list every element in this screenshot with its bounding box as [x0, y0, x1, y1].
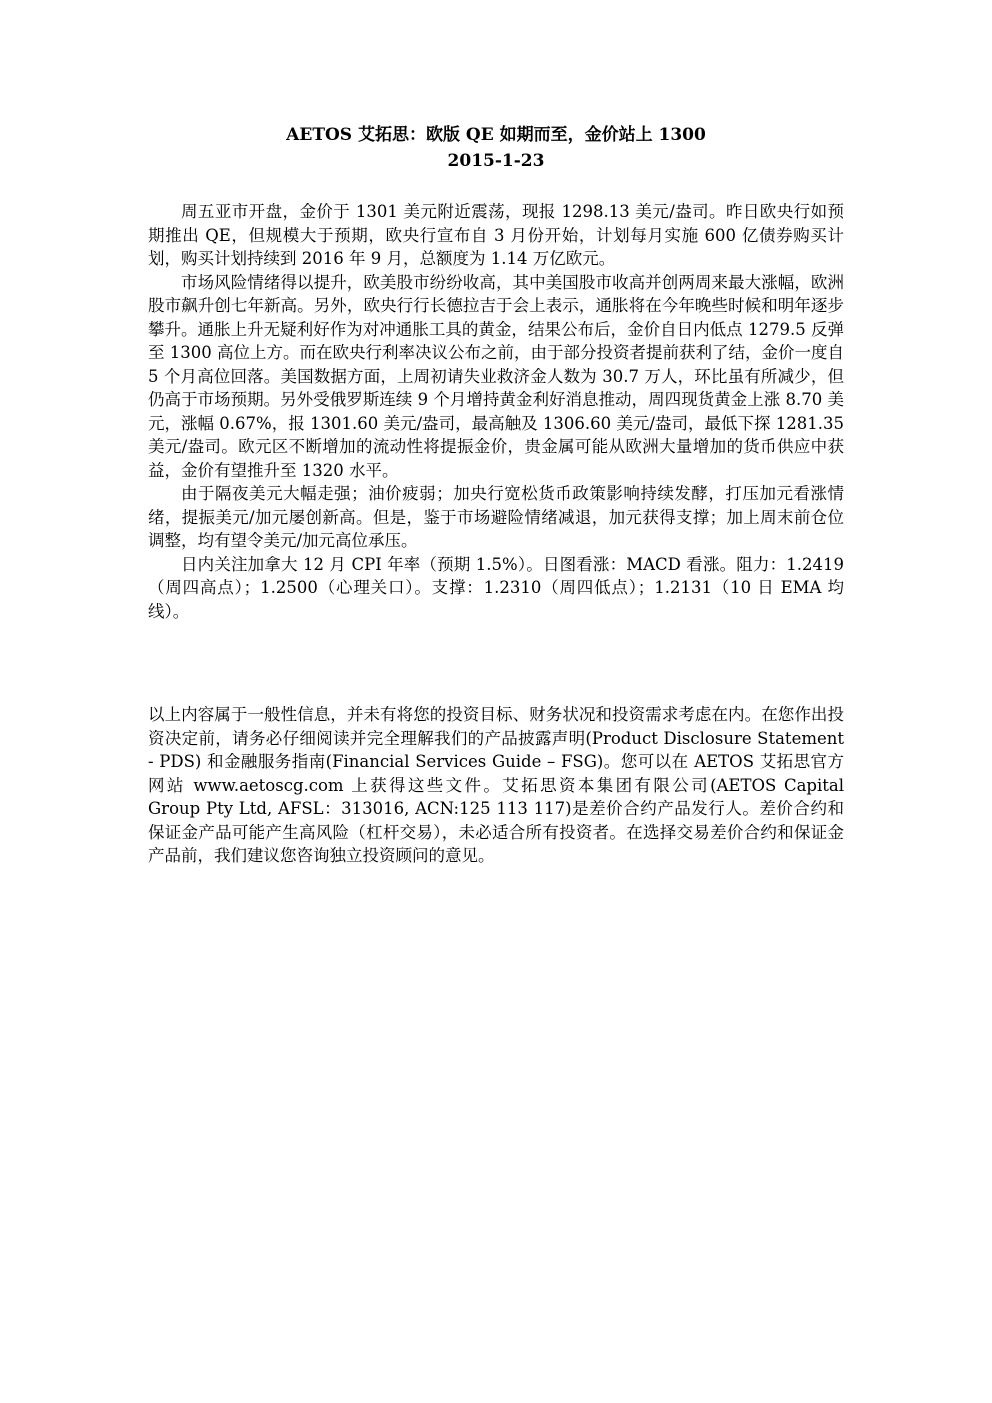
document-title: AETOS 艾拓思：欧版 QE 如期而至，金价站上 1300 — [286, 125, 706, 145]
paragraph-1: 周五亚市开盘，金价于 1301 美元附近震荡，现报 1298.13 美元/盎司。昨日欧央行如预期推出 QE，但规模大于预期，欧央行宣布自 3 月份开始，计划每月实施 600 亿债券购买计划，购买计划持续到 2016 年 9 月，总额度为 1.14 万亿欧元。 — [148, 202, 844, 268]
paragraph-4: 日内关注加拿大 12 月 CPI 年率（预期 1.5%）。日图看涨：MACD 看涨。阻力：1.2419（周四高点）；1.2500（心理关口）。支撑：1.2310（周四低点）；1.2131（10 日 EMA 均线）。 — [148, 554, 844, 621]
paragraph-2: 市场风险情绪得以提升，欧美股市纷纷收高，其中美国股市收高并创两周来最大涨幅，欧洲股市飙升创七年新高。另外，欧央行行长德拉吉于会上表示，通胀将在今年晚些时候和明年逐步攀升。通胀上升无疑利好作为对冲通胀工具的黄金，结果公布后，金价自日内低点 1279.5 反弹至 1300 高位上方。而在欧央行利率决议公布之前，由于部分投资者提前获利了结，金价一度自 5 个月高位回落。美国数据方面，上周初请失业救济金人数为 30.7 万人，环比虽有所减少，但仍高于市场预期。另外受俄罗斯连续 9 个月增持黄金利好消息推动，周四现货黄金上涨 8.70 美元，涨幅 0.67%，报 1301.60 美元/盎司，最高触及 1306.60 美元/盎司，最低下探 1281.35 美元/盎司。欧元区不断增加的流动性将提振金价，贵金属可能从欧洲大量增加的货币供应中获益，金价有望推升至 1320 水平。 — [148, 272, 844, 480]
document-date: 2015-1-23 — [447, 151, 545, 171]
title-block — [148, 122, 844, 174]
document-page — [148, 122, 844, 868]
disclaimer-text: 以上内容属于一般性信息，并未有将您的投资目标、财务状况和投资需求考虑在内。在您作出投资决定前，请务必仔细阅读并完全理解我们的产品披露声明(Product Disclosure Statement - PDS) 和金融服务指南(Financial Services Guide – FSG)。您可以在 AETOS 艾拓思官方网站 www.aetoscg.com 上获得这些文件。艾拓思资本集团有限公司(AETOS Capital Group Pty Ltd, AFSL：313016, ACN:125 113 117)是差价合约产品发行人。差价合约和保证金产品可能产生高风险（杠杆交易），未必适合所有投资者。在选择交易差价合约和保证金产品前，我们建议您咨询独立投资顾问的意见。 — [148, 705, 844, 865]
paragraph-3: 由于隔夜美元大幅走强；油价疲弱；加央行宽松货币政策影响持续发酵，打压加元看涨情绪，提振美元/加元屡创新高。但是，鉴于市场避险情绪减退，加元获得支撑；加上周末前仓位调整，均有望令美元/加元高位承压。 — [148, 484, 844, 550]
section-spacer — [148, 623, 844, 703]
